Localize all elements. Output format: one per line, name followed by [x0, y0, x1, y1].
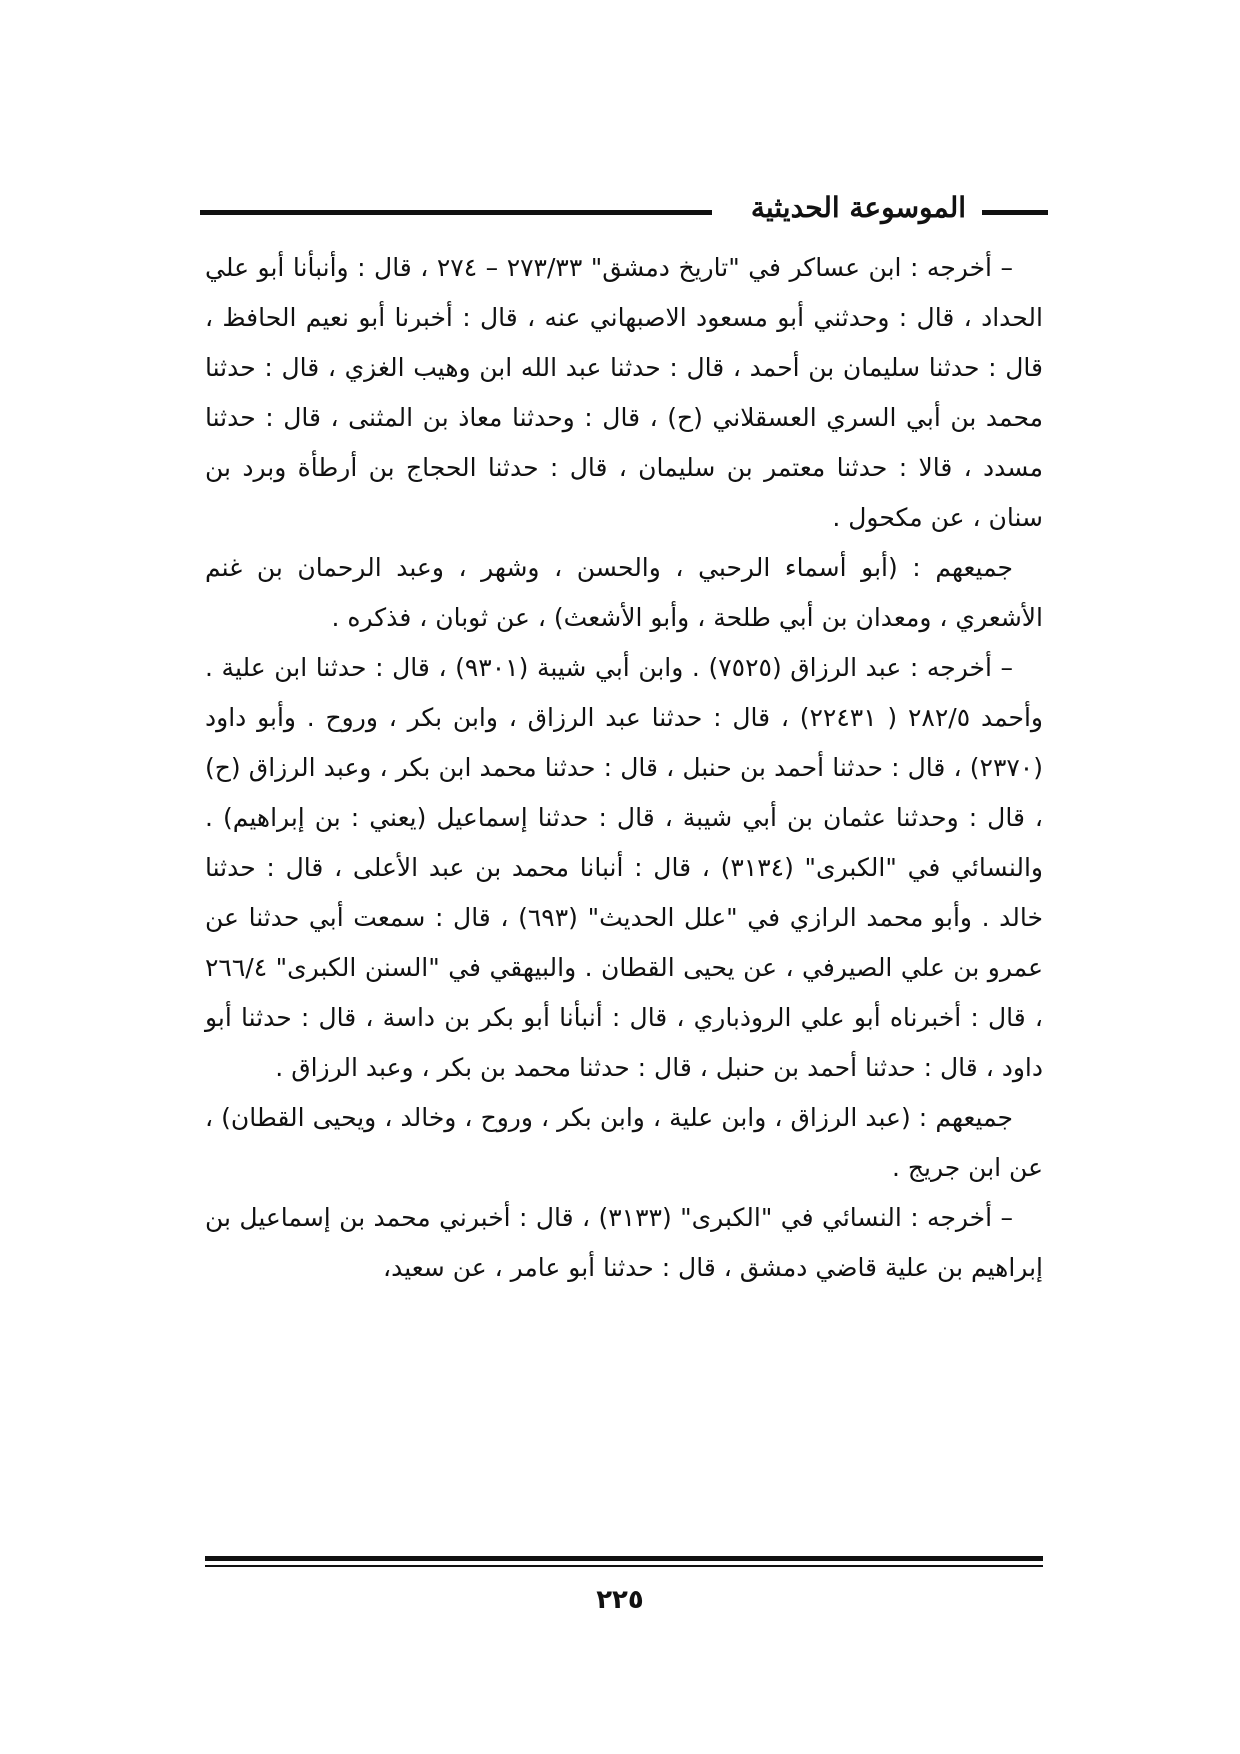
header-rule-long [200, 210, 712, 215]
footer-rule-thick [205, 1556, 1043, 1561]
paragraph-4: جميعهم : (عبد الرزاق ، وابن علية ، وابن بكر ، وروح ، وخالد ، ويحيى القطان) ، عن ابن جريج . [205, 1103, 1043, 1182]
paragraph-1: – أخرجه : ابن عساكر في "تاريخ دمشق" ٢٧٣/٣٣ – ٢٧٤ ، قال : وأنبأنا أبو علي الحداد ، قال : وحدثني أبو مسعود الاصبهاني عنه ، قال : أخبرنا أبو نعيم الحافظ ، قال : حدثنا سليمان بن أحمد ، قال : حدثنا عبد الله ابن وهيب الغزي ، قال : حدثنا محمد بن أبي السري العسقلاني (ح) ، قال : وحدثنا معاذ بن المثنى ، قال : حدثنا مسدد ، قالا : حدثنا معتمر بن سليمان ، قال : حدثنا الحجاج بن أرطأة وبرد بن سنان ، عن مكحول . [205, 253, 1043, 532]
paragraph-5: – أخرجه : النسائي في "الكبرى" (٣١٣٣) ، قال : أخبرني محمد بن إسماعيل بن إبراهيم بن علية قاضي دمشق ، قال : حدثنا أبو عامر ، عن سعيد، [205, 1203, 1043, 1282]
page-number: ٢٢٥ [596, 1585, 644, 1615]
footer-rule-thin [205, 1565, 1043, 1567]
footer-rule [205, 1556, 1043, 1567]
paragraph-3: – أخرجه : عبد الرزاق (٧٥٢٥) . وابن أبي شيبة (٩٣٠١) ، قال : حدثنا ابن علية . وأحمد ٢٨٢/٥ ( ٢٢٤٣١) ، قال : حدثنا عبد الرزاق ، وابن بكر ، وروح . وأبو داود (٢٣٧٠) ، قال : حدثنا أحمد بن حنبل ، قال : حدثنا محمد ابن بكر ، وعبد الرزاق (ح) ، قال : وحدثنا عثمان بن أبي شيبة ، قال : حدثنا إسماعيل (يعني : بن إبراهيم) . والنسائي في "الكبرى" (٣١٣٤) ، قال : أنبانا محمد بن عبد الأعلى ، قال : حدثنا خالد . وأبو محمد الرازي في "علل الحديث" (٦٩٣) ، قال : سمعت أبي حدثنا عن عمرو بن علي الصيرفي ، عن يحيى القطان . والبيهقي في "السنن الكبرى" ٢٦٦/٤ ، قال : أخبرناه أبو علي الروذباري ، قال : أنبأنا أبو بكر بن داسة ، قال : حدثنا أبو داود ، قال : حدثنا أحمد بن حنبل ، قال : حدثنا محمد بن بكر ، وعبد الرزاق . [205, 653, 1043, 1082]
running-header [200, 190, 1048, 230]
page-body [205, 243, 1043, 1293]
book-title: الموسوعة الحديثية [750, 191, 966, 224]
paragraph-2: جميعهم : (أبو أسماء الرحبي ، والحسن ، وشهر ، وعبد الرحمان بن غنم الأشعري ، ومعدان بن أبي طلحة ، وأبو الأشعث) ، عن ثوبان ، فذكره . [205, 553, 1043, 632]
header-rule-short [982, 210, 1048, 215]
